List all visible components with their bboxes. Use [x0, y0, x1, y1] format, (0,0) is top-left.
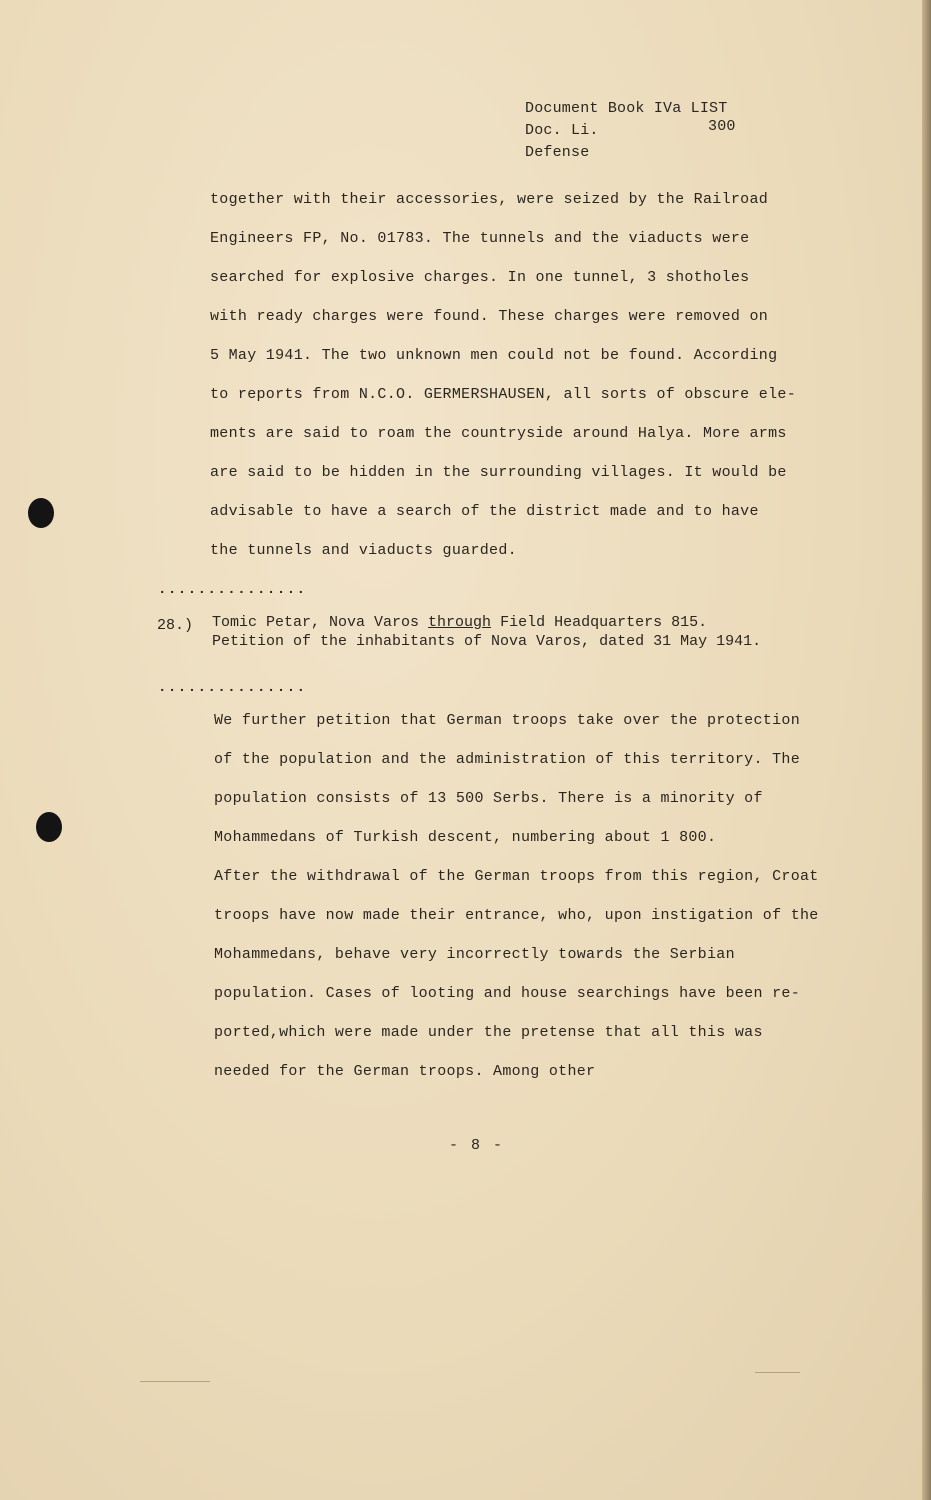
header-doc-label: Doc. Li.: [525, 122, 599, 139]
text-line: population. Cases of looting and house searchings have been re-: [214, 985, 800, 1002]
text-line: troops have now made their entrance, who, upon instigation of the: [214, 907, 819, 924]
entry-line-2: Petition of the inhabitants of Nova Varos, dated 31 May 1941.: [212, 633, 762, 650]
paper-mark: [755, 1372, 800, 1373]
text-line: together with their accessories, were seized by the Railroad: [210, 191, 769, 208]
text-line: ported,which were made under the pretense that all this was: [214, 1024, 763, 1041]
text-line: population consists of 13 500 Serbs. There is a minority of: [214, 790, 763, 807]
text-line: Mohammedans, behave very incorrectly towards the Serbian: [214, 946, 735, 963]
header-defense: Defense: [525, 144, 590, 161]
text-line: Engineers FP, No. 01783. The tunnels and the viaducts were: [210, 230, 750, 247]
paragraph-seizure: [210, 190, 850, 580]
separator-dots-lower: ...............: [158, 680, 307, 696]
entry-heading: [212, 613, 761, 651]
paper-mark: [140, 1381, 210, 1382]
text-line: with ready charges were found. These charges were removed on: [210, 308, 769, 325]
header-title: Document Book IVa LIST: [525, 100, 728, 117]
punch-hole-lower: [36, 812, 62, 842]
header-doc-number: 300: [708, 118, 736, 135]
page-edge-shadow: [922, 0, 931, 1500]
document-header: [525, 98, 785, 164]
text-line: the tunnels and viaducts guarded.: [210, 542, 517, 559]
entry-line-1: Tomic Petar, Nova Varos through Field Headquarters 815.: [212, 614, 708, 631]
text-line: advisable to have a search of the district made and to have: [210, 503, 759, 520]
text-line: needed for the German troops. Among other: [214, 1063, 596, 1080]
text-line: Mohammedans of Turkish descent, numbering about 1 800.: [214, 829, 717, 846]
text-line: ments are said to roam the countryside around Halya. More arms: [210, 425, 787, 442]
text-line: to reports from N.C.O. GERMERSHAUSEN, all sorts of obscure ele-: [210, 386, 796, 403]
text-line: 5 May 1941. The two unknown men could not be found. According: [210, 347, 778, 364]
header-doc-row: [525, 120, 785, 142]
entry-number: 28.): [157, 617, 194, 634]
underlined-word: through: [428, 614, 492, 631]
text-line: After the withdrawal of the German troops from this region, Croat: [214, 868, 819, 885]
text-line: searched for explosive charges. In one tunnel, 3 shotholes: [210, 269, 750, 286]
text-line: of the population and the administration of this territory. The: [214, 751, 800, 768]
separator-dots-upper: ...............: [158, 582, 307, 598]
text-line: are said to be hidden in the surrounding villages. It would be: [210, 464, 787, 481]
paragraph-petition: [214, 711, 854, 1101]
page-number: - 8 -: [449, 1137, 505, 1154]
punch-hole-upper: [28, 498, 54, 528]
text-line: We further petition that German troops take over the protection: [214, 712, 800, 729]
